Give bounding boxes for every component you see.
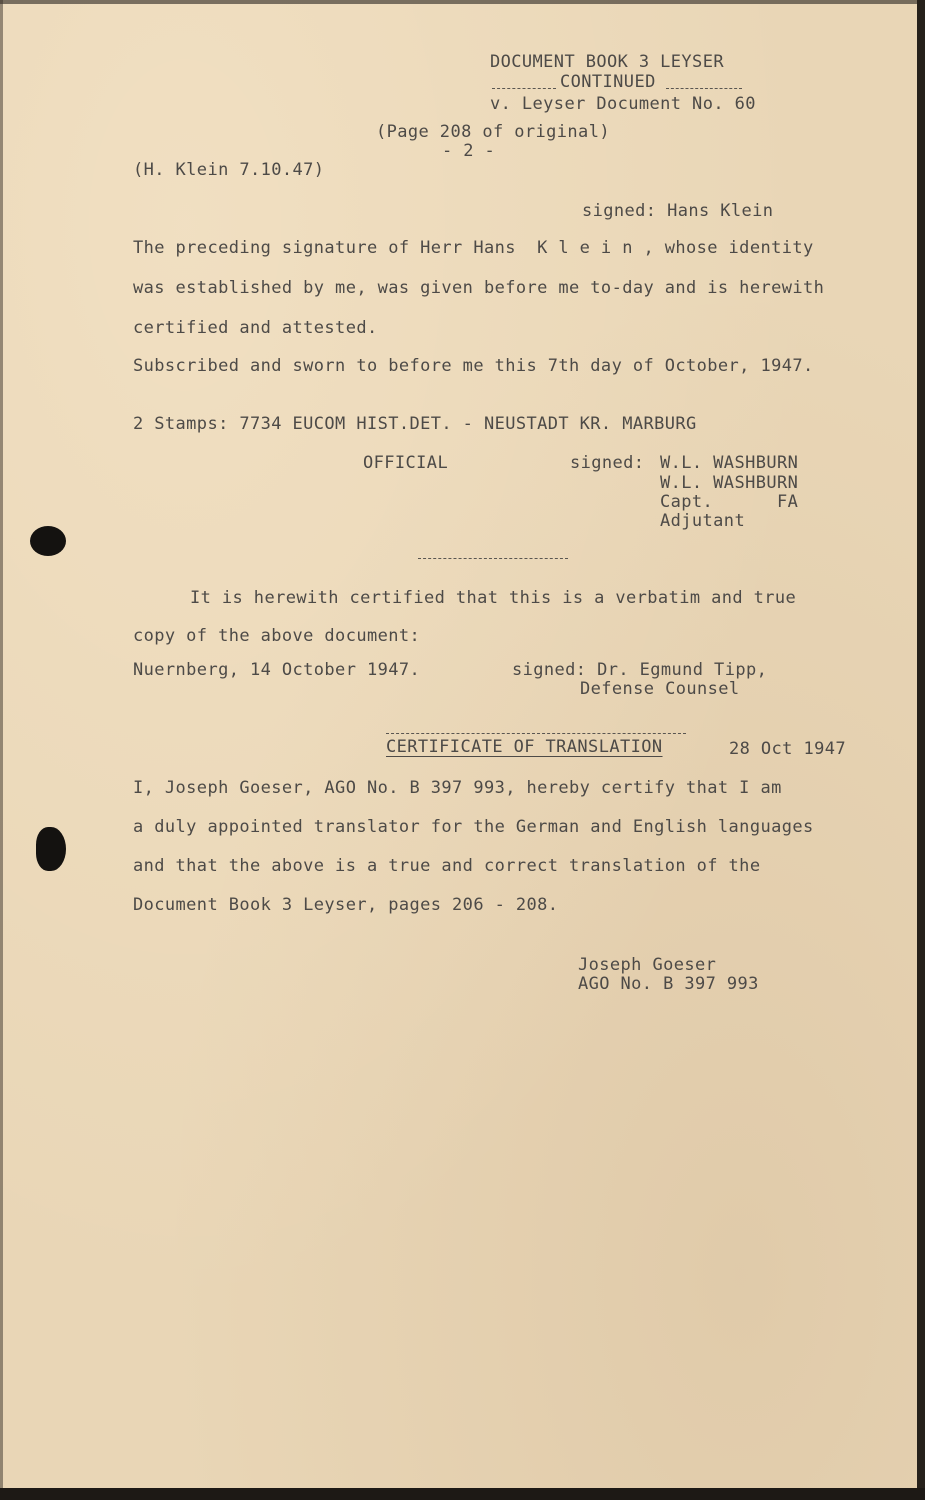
subscribed-sworn-line: Subscribed and sworn to before me this 7th day of October, 1947. (133, 356, 814, 376)
official-label: OFFICIAL (363, 453, 449, 473)
signed-label-washburn: signed: (570, 453, 645, 473)
page-reference: (Page 208 of original) (376, 122, 610, 142)
translation-heading: CERTIFICATE OF TRANSLATION (386, 737, 663, 757)
punch-hole-top (30, 526, 66, 556)
translation-line-2: a duly appointed translator for the German and English languages (133, 817, 814, 837)
verbatim-line-1: It is herewith certified that this is a verbatim and true (190, 588, 797, 608)
scan-edge-left (0, 0, 3, 1500)
translator-name: Joseph Goeser (578, 955, 717, 975)
page-number: - 2 - (442, 141, 496, 161)
translator-ago: AGO No. B 397 993 (578, 974, 759, 994)
translation-heading-rule (386, 733, 686, 734)
translation-line-1: I, Joseph Goeser, AGO No. B 397 993, hereby certify that I am (133, 778, 782, 798)
scan-edge-right (917, 0, 925, 1500)
washburn-rank: Capt. FA (660, 492, 799, 512)
translation-date: 28 Oct 1947 (729, 739, 846, 759)
verbatim-line-2: copy of the above document: (133, 626, 421, 646)
continued-rule-right (666, 88, 742, 89)
document-number: v. Leyser Document No. 60 (490, 94, 756, 114)
stamps-line: 2 Stamps: 7734 EUCOM HIST.DET. - NEUSTADT KR. MARBURG (133, 414, 697, 434)
defense-counsel: Defense Counsel (580, 679, 740, 699)
certification-line-2: was established by me, was given before me to-day and is herewith (133, 278, 825, 298)
translation-line-3: and that the above is a true and correct translation of the (133, 856, 761, 876)
certification-line-3: certified and attested. (133, 318, 378, 338)
punch-hole-bottom (36, 827, 66, 871)
signed-hans-klein: signed: Hans Klein (582, 201, 774, 221)
continued-rule-left (492, 88, 556, 89)
dated-reference: (H. Klein 7.10.47) (133, 160, 325, 180)
certification-line-1: The preceding signature of Herr Hans K l e i n , whose identity (133, 238, 814, 258)
scan-edge-top (0, 0, 925, 4)
translation-line-4: Document Book 3 Leyser, pages 206 - 208. (133, 895, 559, 915)
doc-book-title: DOCUMENT BOOK 3 LEYSER (490, 52, 724, 72)
place-date: Nuernberg, 14 October 1947. (133, 660, 421, 680)
scan-edge-bottom (0, 1488, 925, 1500)
washburn-line-2: W.L. WASHBURN (660, 473, 799, 493)
washburn-title: Adjutant (660, 511, 746, 531)
washburn-line-1: W.L. WASHBURN (660, 453, 799, 473)
section-divider (418, 558, 568, 559)
signed-tipp: signed: Dr. Egmund Tipp, (512, 660, 768, 680)
continued-label: CONTINUED (560, 72, 656, 92)
